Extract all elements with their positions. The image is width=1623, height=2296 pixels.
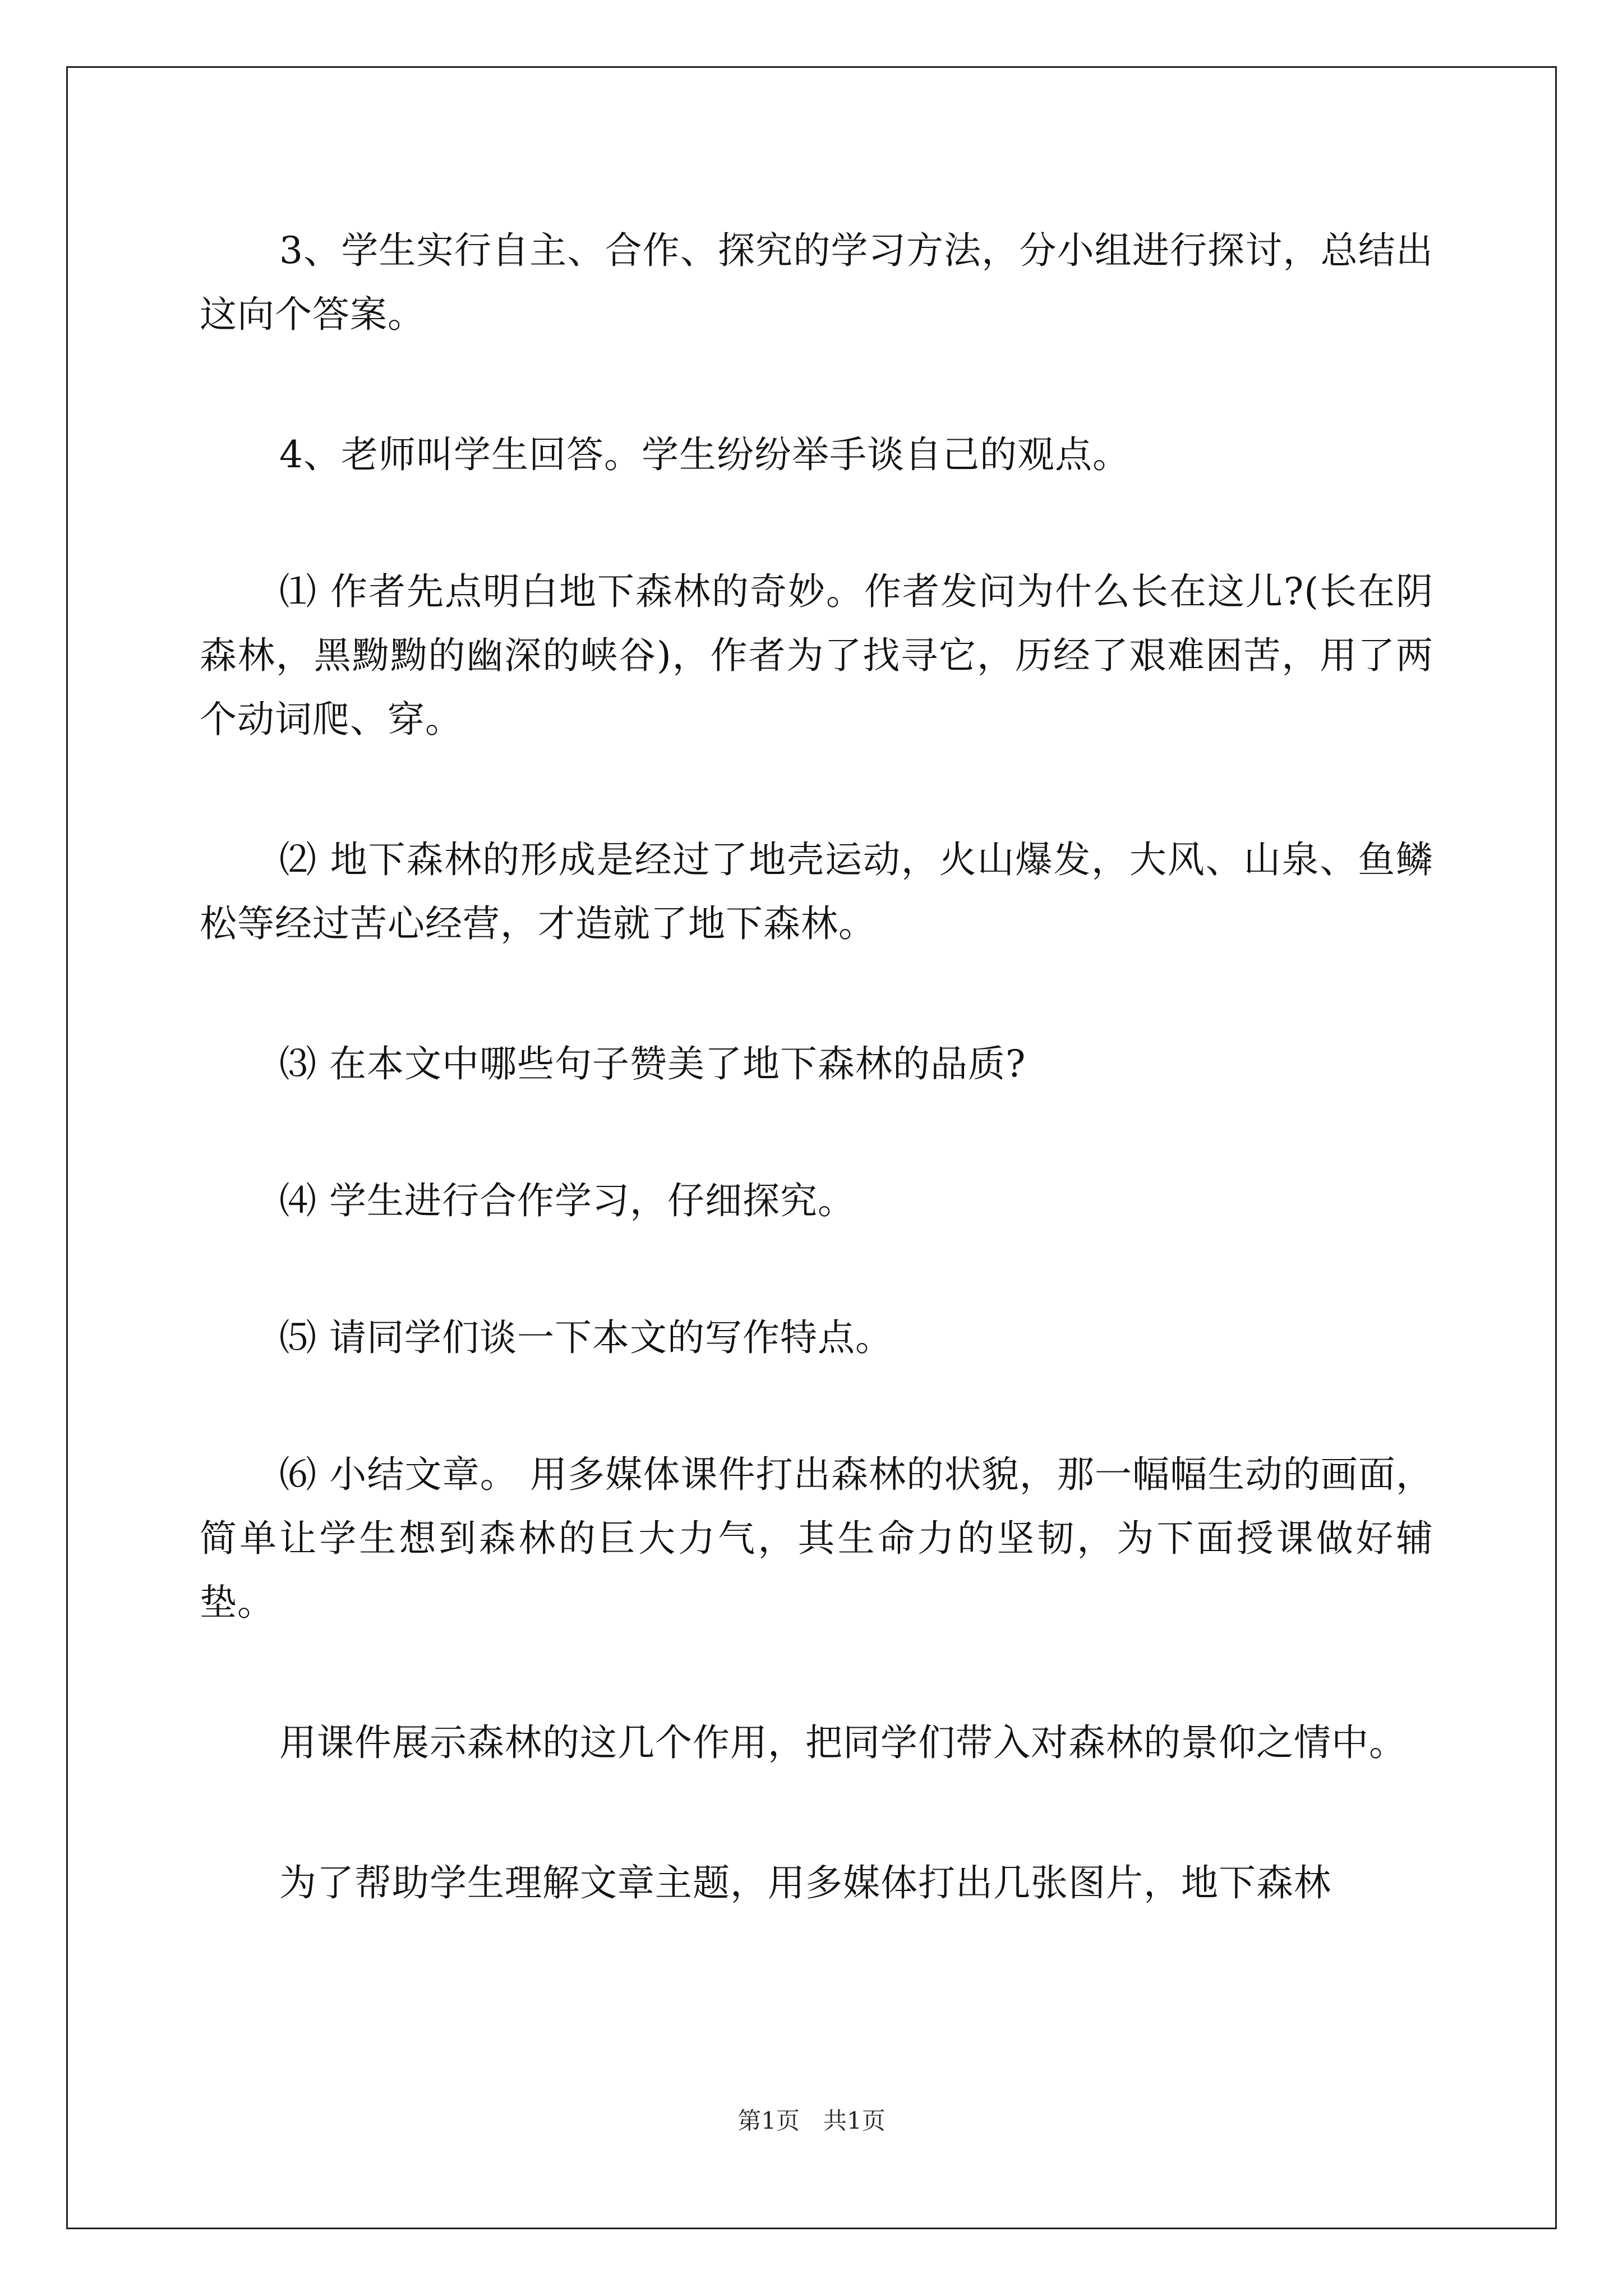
paragraph-4: ⑵ 地下森林的形成是经过了地壳运动，火山爆发，大风、山泉、鱼鳞松等经过苦心经营，才造就了地下森林。 [200, 838, 1433, 945]
page-number-total: 共1页 [823, 2107, 886, 2134]
paragraph-6: ⑷ 学生进行合作学习，仔细探究。 [279, 1179, 855, 1222]
paragraph-2: 4、老师叫学生回答。学生纷纷举手谈自己的观点。 [279, 433, 1130, 476]
paragraph-10: 为了帮助学生理解文章主题，用多媒体打出几张图片，地下森林 [279, 1861, 1331, 1904]
paragraph-3: ⑴ 作者先点明白地下森林的奇妙。作者发问为什么长在这儿?(长在阴森林，黑黝黝的幽深的峡谷)，作者为了找寻它，历经了艰难困苦，用了两个动词爬、穿。 [200, 570, 1433, 741]
document-body [200, 219, 1433, 1915]
page-number-current: 第1页 [737, 2107, 800, 2134]
paragraph-8: ⑹ 小结文章。 用多媒体课件打出森林的状貌，那一幅幅生动的画面，简单让学生想到森林的巨大力气，其生命力的坚韧，为下面授课做好辅垫。 [200, 1453, 1433, 1624]
paragraph-5: ⑶ 在本文中哪些句子赞美了地下森林的品质? [279, 1042, 1026, 1085]
paragraph-9: 用课件展示森林的这几个作用，把同学们带入对森林的景仰之情中。 [279, 1721, 1407, 1764]
paragraph-1: 3、学生实行自主、合作、探究的学习方法，分小组进行探讨，总结出这向个答案。 [200, 229, 1433, 336]
page-footer [0, 2106, 1623, 2136]
paragraph-7: ⑸ 请同学们谈一下本文的写作特点。 [279, 1316, 893, 1359]
